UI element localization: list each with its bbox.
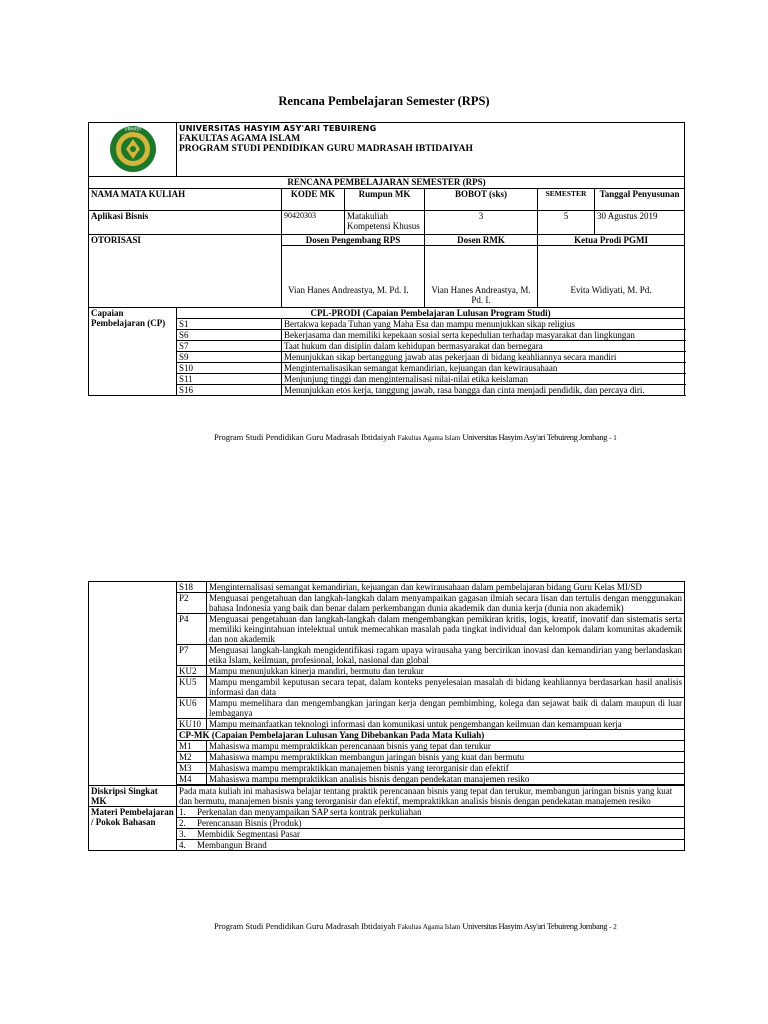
materi-text: Membangun Brand [197,840,267,850]
cpl-text: Menunjukkan sikap bertanggung jawab atas pekerjaan di bidang keahliannya secara mandiri [282,352,685,363]
cpl-text: Menjunjung tinggi dan menginternalisasi nilai-nilai etika keislaman [282,374,685,385]
otorisasi-n1: Vian Hanes Andreastya, M. Pd. I. [288,285,409,295]
faculty-name: FAKULTAS AGAMA ISLAM [179,134,301,144]
cpl-code: S18 [177,582,207,593]
cpl-row [89,698,685,719]
cpl-row [89,330,685,341]
cpmk-text: Mahasiswa mampu mempraktikkan analisis bisnis dengan pendekatan manajemen resiko [207,774,685,785]
cpmk-code: M4 [177,774,207,785]
footer-faculty: Fakultas Agama Islam [397,434,461,442]
footer-faculty: Fakultas Agama Islam [397,923,461,931]
cpl-row [89,719,685,730]
materi-num: 4. [179,840,186,850]
course-semester: 5 [538,211,595,235]
cpl-code: S7 [177,341,282,352]
cpmk-row [89,752,685,763]
materi-item [177,807,684,818]
deskripsi-text: Pada mata kuliah ini mahasiswa belajar tentang praktik perencanaan bisnis yang tepat dan terukur, membangun jaringan bisnis yang kuat dan bermutu, manajemen bisnis yang terorganisir dan efektif, mempraktikkan analisis bisnis dengan pendekatan manajemen resiko [177,786,685,807]
rps-table-page-1 [88,122,685,396]
otorisasi-label: OTORISASI [89,235,282,308]
cpmk-code: M2 [177,752,207,763]
materi-num: 3. [179,829,186,839]
footer-university: Universitas Hasyim Asy'ari Tebuireng Jombang [462,921,608,931]
cpl-text: Menguasai pengetahuan dan langkah-langkah dalam menyampaikan gagasan ilmiah secara lisan dan tertulis dengan menggunakan bahasa Indonesia yang baik dan benar dalam perkembangan dunia akademik dan dunia kerja (dunia non akademik) [207,593,685,614]
cpl-row [89,385,685,396]
cpl-row [89,645,685,666]
footer-program: Program Studi Pendidikan Guru Madrasah Ibtidaiyah [214,921,396,931]
materi-text: Perencanaan Bisnis (Produk) [197,818,302,828]
course-bobot: 3 [425,211,538,235]
cpl-code: KU10 [177,719,207,730]
university-logo-cell [89,123,177,177]
cpl-code: P2 [177,593,207,614]
cpl-row [89,593,685,614]
svg-text:UNHASY: UNHASY [124,126,141,131]
cpmk-text: Mahasiswa mampu mempraktikkan membangun jaringan bisnis yang kuat dan bermutu [207,752,685,763]
cpl-row [89,666,685,677]
university-name: UNIVERSITAS HASYIM ASY'ARI TEBUIRENG [179,124,377,133]
otorisasi-h1: Dosen Pengembang RPS [282,235,424,246]
cpmk-text: Mahasiswa mampu mempraktikkan perencanaan bisnis yang tepat dan terukur [207,741,685,752]
cpl-row [89,363,685,374]
cpmk-code: M1 [177,741,207,752]
rps-heading: RENCANA PEMBELAJARAN SEMESTER (RPS) [89,177,685,189]
materi-list [177,807,685,851]
cpl-text: Menunjukkan etos kerja, tanggung jawab, rasa bangga dan cinta menjadi pendidik, dan percaya diri. [282,385,685,396]
cpmk-row [89,763,685,774]
footer-page-number: - 1 [609,434,617,442]
materi-num: 2. [179,818,186,828]
cpl-text: Menginternalisasikan semangat kemandirian, kejuangan dan kewirausahaan [282,363,685,374]
cpmk-row [89,774,685,785]
otorisasi-n3: Evita Widiyati, M. Pd. [570,285,652,295]
otorisasi-dosen-pengembang [282,235,425,308]
cpl-text: Mampu menunjukkan kinerja mandiri, bermutu dan terukur [207,666,685,677]
rps-table-page-2 [88,581,685,851]
cp-label-continued [89,582,177,786]
cpl-text: Menginternalisasi semangat kemandirian, kejuangan dan kewirausahaan dalam pembelajaran bidang Guru Kelas MI/SD [207,582,685,593]
cpl-prodi-heading: CPL-PRODI (Capaian Pembelajaran Lulusan Program Studi) [177,308,685,319]
course-rumpun: Matakuliah Kompetensi Khusus [345,211,425,235]
cpmk-text: Mahasiswa mampu mempraktikkan manajemen bisnis yang terorganisir dan efektif [207,763,685,774]
cpl-row [89,374,685,385]
cpl-text: Mampu memelihara dan mengembangkan jaringan kerja dengan pembimbing, kolega dan sejawat baik di dalam maupun di luar lembaganya [207,698,685,719]
cp-label: Capaian Pembelajaran (CP) [89,308,177,396]
footer-page-number: - 2 [609,923,617,931]
cpl-code: P4 [177,614,207,645]
deskripsi-label: Diskripsi Singkat MK [89,786,177,807]
footer-program: Program Studi Pendidikan Guru Madrasah Ibtidaiyah [214,432,396,442]
materi-item [177,840,684,850]
cpl-code: S11 [177,374,282,385]
footer-page-2 [214,921,617,931]
cpl-code: S16 [177,385,282,396]
cpl-row [89,614,685,645]
materi-text: Membidik Segmentasi Pasar [197,829,300,839]
otorisasi-dosen-rmk [425,235,538,308]
col-header-kode: KODE MK [282,189,345,211]
cpl-row [89,582,685,593]
program-name: PROGRAM STUDI PENDIDIKAN GURU MADRASAH IBTIDAIYAH [179,144,473,154]
materi-num: 1. [179,807,186,817]
cpl-code: S9 [177,352,282,363]
cpl-code: S10 [177,363,282,374]
otorisasi-kaprodi [538,235,685,308]
page-title: Rencana Pembelajaran Semester (RPS) [278,94,490,108]
course-date: 30 Agustus 2019 [595,211,685,235]
cpl-text: Menguasai langkah-langkah mengidentifikasi ragam upaya wirausaha yang bercirikan inovasi dan kemandirian yang berlandaskan etika Islam, keilmuan, profesional, lokal, nasional dan global [207,645,685,666]
cpl-text: Menguasai pengetahuan dan langkah-langkah dalam mengembangkan pemikiran kritis, logis, kreatif, inovatif dan sistematis serta memiliki keingintahuan intelektual untuk memecahkan masalah pada tingkat individual dan kelompok dalam komunitas akademik dan non akademik [207,614,685,645]
materi-item [177,818,684,829]
col-header-rumpun: Rumpun MK [345,189,425,211]
course-name: Aplikasi Bisnis [89,211,282,235]
cpl-row [89,341,685,352]
cpl-text: Mampu mengambil keputusan secara tepat, dalam konteks penyelesaian masalah di bidang keahliannya berdasarkan hasil analisis informasi dan data [207,677,685,698]
cpl-text: Bertakwa kepada Tuhan yang Maha Esa dan mampu menunjukkan sikap religius [282,319,685,330]
cpl-text: Mampu memanfaatkan teknologi informasi dan komunikasi untuk pengembangan keilmuan dan kemampuan kerja [207,719,685,730]
cpl-text: Taat hukum dan disiplin dalam kehidupan bermasyarakat dan bernegara [282,341,685,352]
cpl-row [89,352,685,363]
cpmk-code: M3 [177,763,207,774]
cpl-code: KU6 [177,698,207,719]
university-logo-icon [105,125,161,173]
materi-text: Perkenalan dan menyampaikan SAP serta kontrak perkuliahan [197,807,422,817]
cpl-code: S6 [177,330,282,341]
cpl-code: S1 [177,319,282,330]
cpl-row [89,677,685,698]
col-header-semester: SEMESTER [538,189,595,211]
cpl-text: Bekerjasama dan memiliki kepekaan sosial serta kepedulian terhadap masyarakat dan lingkungan [282,330,685,341]
cpmk-heading: CP-MK (Capaian Pembelajaran Lulusan Yang Dibebankan Pada Mata Kuliah) [177,730,685,741]
otorisasi-n2: Vian Hanes Andreastya, M. Pd. I. [431,285,531,305]
materi-label: Materi Pembelajaran / Pokok Bahasan [89,807,177,851]
cpl-code: KU5 [177,677,207,698]
cpl-code: KU2 [177,666,207,677]
cpmk-row [89,741,685,752]
course-code: 90420303 [282,211,345,235]
otorisasi-h2: Dosen RMK [425,235,537,246]
footer-university: Universitas Hasyim Asy'ari Tebuireng Jombang [462,432,608,442]
cpl-row [89,319,685,330]
footer-page-1 [214,432,617,442]
col-header-bobot: BOBOT (sks) [425,189,538,211]
otorisasi-h3: Ketua Prodi PGMI [538,235,684,246]
materi-item [177,829,684,840]
cpl-code: P7 [177,645,207,666]
col-header-tanggal: Tanggal Penyusunan [595,189,685,211]
col-header-nama: NAMA MATA KULIAH [89,189,282,211]
